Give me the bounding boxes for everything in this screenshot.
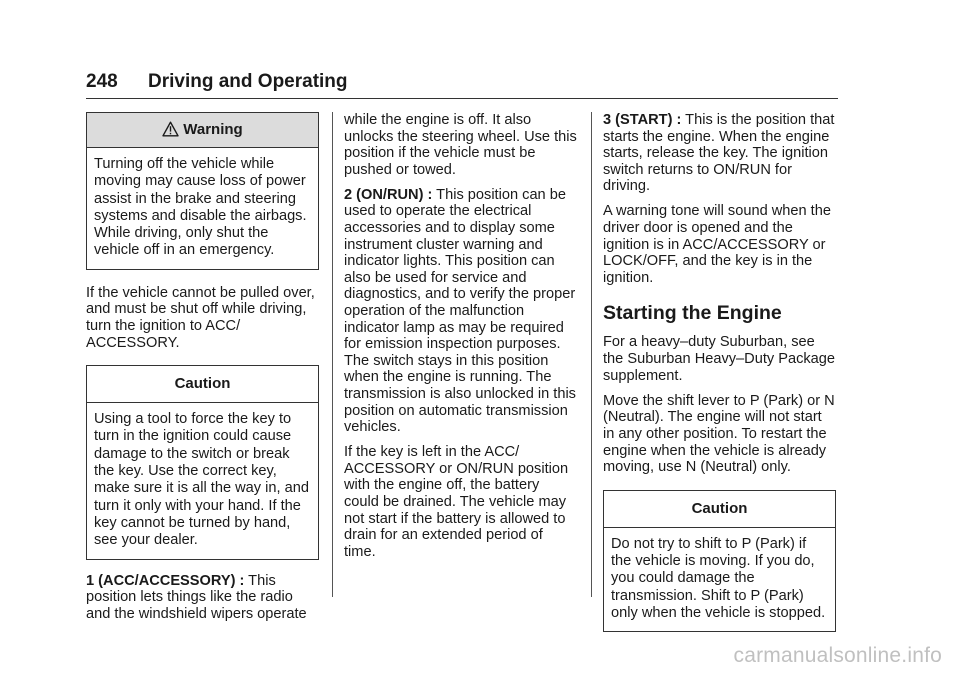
warning-box-title [87,113,318,148]
term-start: 3 (START) : [603,112,682,128]
watermark: carmanualsonline.info [733,644,942,667]
column-right [603,112,836,647]
warning-box [86,112,319,270]
paragraph: If the vehicle cannot be pulled over, and must be shut off while driving, turn the ignition to ACC/ ACCESSORY. [86,284,315,351]
paragraph-run [344,187,577,436]
section-heading: Starting the Engine [603,302,782,325]
caution-box-body: Using a tool to force the key to turn in the ignition could cause damage to the switch or break the key. Use the correct key, make sure it is all the way in, and turn it only with your hand. If the key cannot be turned by hand, see your dealer. [94,411,309,549]
page-number: 248 [86,71,118,92]
caution-box-body: Do not try to shift to P (Park) if the vehicle is moving. If you do, you could damage the transmission. Shift to P (Park) only when the vehicle is stopped. [611,535,826,621]
caution-box [86,365,319,559]
term-acc: 1 (ACC/ACCESSORY) : [86,572,245,589]
term-acc-text: This position lets things like the radio and the windshield wipers operate [86,572,307,622]
paragraph: If the key is left in the ACC/ ACCESSORY or ON/RUN position with the engine off, the battery could be drained. The vehicle may not start if the battery is allowed to drain for an extended period of time. [344,444,569,560]
paragraph-acc [86,573,319,623]
warning-triangle-icon [162,116,179,150]
paragraph: while the engine is off. It also unlocks the steering wheel. Use this position if the vehicle must be pushed or towed. [344,112,577,178]
caution-box-title: Caution [604,491,835,528]
paragraph-start [603,112,836,195]
term-start-text: This is the position that starts the engine. When the engine starts, release the key. The ignition switch returns to ON/RUN for driving. [603,112,835,195]
term-run-text: This position can be used to operate the electrical accessories and to display some instrument cluster warning and indicator lights. This position can also be used for service and diagnostics, and to verify the proper operation of the malfunction indicator lamp as may be required for emission inspection purposes. The switch stays in this position when the engine is running. The transmission is also unlocked in this position on automatic transmission vehicles. [344,186,576,436]
caution-box [603,490,836,632]
term-run: 2 (ON/RUN) : [344,186,433,203]
paragraph: Move the shift lever to P (Park) or N (Neutral). The engine will not start in any other position. To restart the engine when the vehicle is already moving, use N (Neutral) only. [603,392,835,476]
page-header [86,70,838,99]
column-divider [591,112,592,597]
column-divider [332,112,333,597]
warning-title-text: Warning [183,121,243,138]
column-middle [344,112,577,569]
caution-box-title: Caution [87,366,318,403]
warning-box-body: Turning off the vehicle while moving may cause loss of power assist in the brake and steering systems and disable the airbags. While driving, only shut the vehicle off in an emergency. [94,156,307,259]
paragraph: A warning tone will sound when the driver door is opened and the ignition is in ACC/ACCESSORY or LOCK/OFF, and the key is in the ignition. [603,203,831,286]
paragraph: For a heavy–duty Suburban, see the Suburban Heavy–Duty Package supplement. [603,334,836,384]
column-left [86,112,319,631]
section-title: Driving and Operating [148,71,348,92]
